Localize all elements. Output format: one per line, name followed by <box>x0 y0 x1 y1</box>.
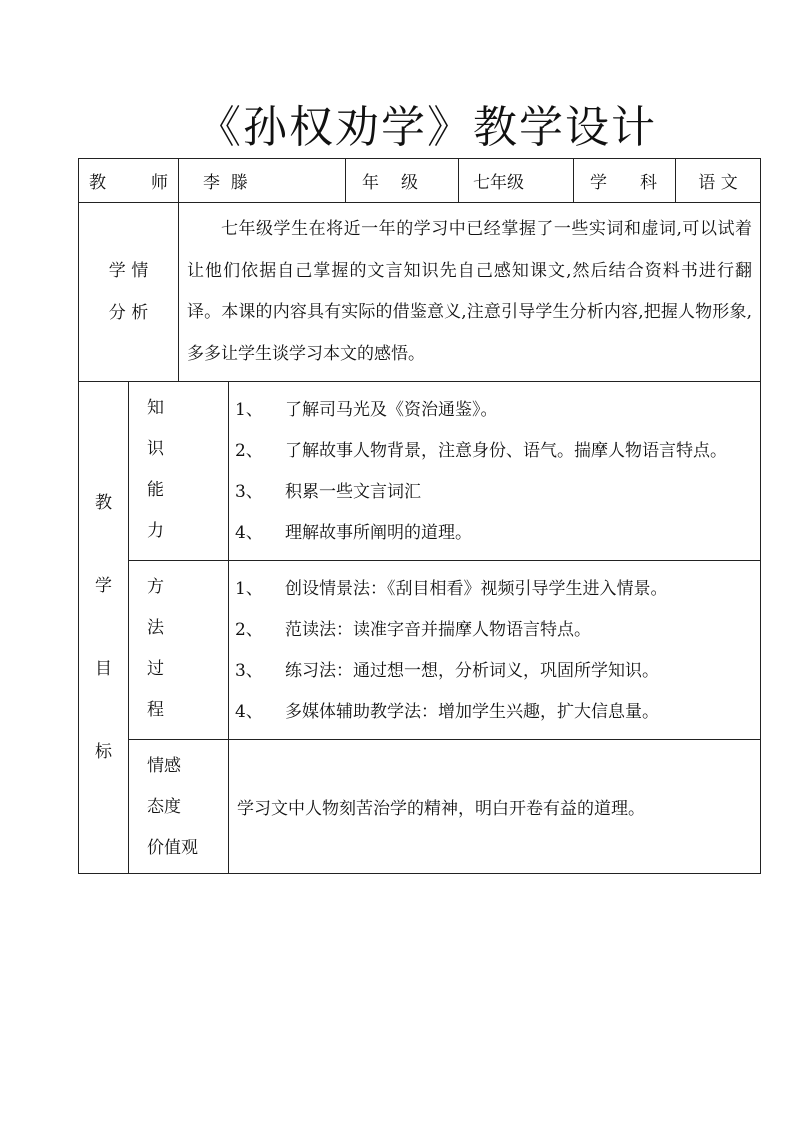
item-number: 1、 <box>235 400 263 420</box>
grade-label-char-2: 级 <box>401 173 418 193</box>
item-number: 2、 <box>235 441 263 461</box>
analysis-label-line-1: 学 情 <box>108 261 149 281</box>
item-text: 多媒体辅助教学法：增加学生兴趣，扩大信息量。 <box>285 702 659 722</box>
item-number: 3、 <box>235 482 263 502</box>
method-label-cell <box>129 561 229 740</box>
document-title: 《孙权劝学》教学设计 <box>197 102 657 153</box>
item-text: 理解故事所阐明的道理。 <box>285 523 472 543</box>
subject-label-char-2: 科 <box>640 173 657 193</box>
subject-label-char-1: 学 <box>590 173 607 193</box>
teacher-label-char-1: 教 <box>89 173 106 193</box>
grade-value: 七年级 <box>473 173 524 193</box>
list-item <box>235 472 750 513</box>
list-item <box>235 610 750 651</box>
teacher-label-cell <box>79 159 179 203</box>
knowledge-row <box>79 382 761 561</box>
method-label-char-3: 过 <box>147 659 164 679</box>
analysis-text: 七年级学生在将近一年的学习中已经掌握了一些实词和虚词,可以试着让他们依据自己掌握的文言知识先自己感知课文,然后结合资料书进行翻译。本课的内容具有实际的借鉴意义,注意引导学生分析内容,把握人物形象,多多让学生谈学习本文的感悟。 <box>187 219 752 364</box>
subject-value: 语 文 <box>698 173 738 193</box>
item-text: 积累一些文言词汇 <box>285 482 421 502</box>
item-text: 练习法：通过想一想，分析词义，巩固所学知识。 <box>285 661 659 681</box>
knowledge-label-char-1: 知 <box>147 398 164 418</box>
item-number: 1、 <box>235 579 263 599</box>
emotion-label-line-2: 态度 <box>147 797 181 817</box>
objectives-label-char-4: 标 <box>95 741 112 762</box>
item-number: 4、 <box>235 702 263 722</box>
method-label-char-4: 程 <box>147 700 164 720</box>
teacher-name-cell <box>179 159 346 203</box>
method-row <box>79 561 761 740</box>
objectives-label-cell <box>79 382 129 874</box>
objectives-label-char-3: 目 <box>95 658 112 679</box>
teacher-label-char-2: 师 <box>151 173 168 193</box>
list-item <box>235 431 750 472</box>
list-item <box>235 692 750 733</box>
method-items-cell <box>229 561 761 740</box>
analysis-label-cell <box>79 203 179 382</box>
grade-label-cell <box>346 159 459 203</box>
analysis-label-line-2: 分 析 <box>108 303 149 323</box>
item-text: 创设情景法：《刮目相看》视频引导学生进入情景。 <box>285 579 668 599</box>
subject-value-cell <box>676 159 761 203</box>
method-label-char-2: 法 <box>147 618 164 638</box>
item-number: 3、 <box>235 661 263 681</box>
item-number: 2、 <box>235 620 263 640</box>
list-item <box>235 513 750 554</box>
objectives-label-char-1: 教 <box>95 492 112 513</box>
subject-label-cell <box>574 159 676 203</box>
item-text: 了解故事人物背景，注意身份、语气。揣摩人物语言特点。 <box>285 441 727 461</box>
header-row <box>79 159 761 203</box>
item-text: 了解司马光及《资治通鉴》。 <box>285 400 498 420</box>
list-item <box>235 651 750 692</box>
analysis-text-cell <box>179 203 761 382</box>
knowledge-label-char-4: 力 <box>147 521 164 541</box>
list-item <box>235 390 750 431</box>
analysis-row <box>79 203 761 382</box>
grade-label-char-1: 年 <box>362 173 379 193</box>
emotion-label-cell <box>129 740 229 874</box>
emotion-label-line-3: 价值观 <box>147 838 198 858</box>
emotion-row <box>79 740 761 874</box>
grade-value-cell <box>459 159 574 203</box>
teacher-name: 李 滕 <box>203 173 248 193</box>
emotion-text: 学习文中人物刻苦治学的精神，明白开卷有益的道理。 <box>237 799 645 819</box>
emotion-label-line-1: 情感 <box>147 756 181 776</box>
item-number: 4、 <box>235 523 263 543</box>
emotion-text-cell <box>229 740 761 874</box>
knowledge-label-char-2: 识 <box>147 439 164 459</box>
lesson-plan-table <box>78 158 761 874</box>
knowledge-label-char-3: 能 <box>147 480 164 500</box>
objectives-label-char-2: 学 <box>95 575 112 596</box>
item-text: 范读法：读准字音并揣摩人物语言特点。 <box>285 620 591 640</box>
knowledge-items-cell <box>229 382 761 561</box>
method-label-char-1: 方 <box>147 577 164 597</box>
knowledge-label-cell <box>129 382 229 561</box>
list-item <box>235 569 750 610</box>
